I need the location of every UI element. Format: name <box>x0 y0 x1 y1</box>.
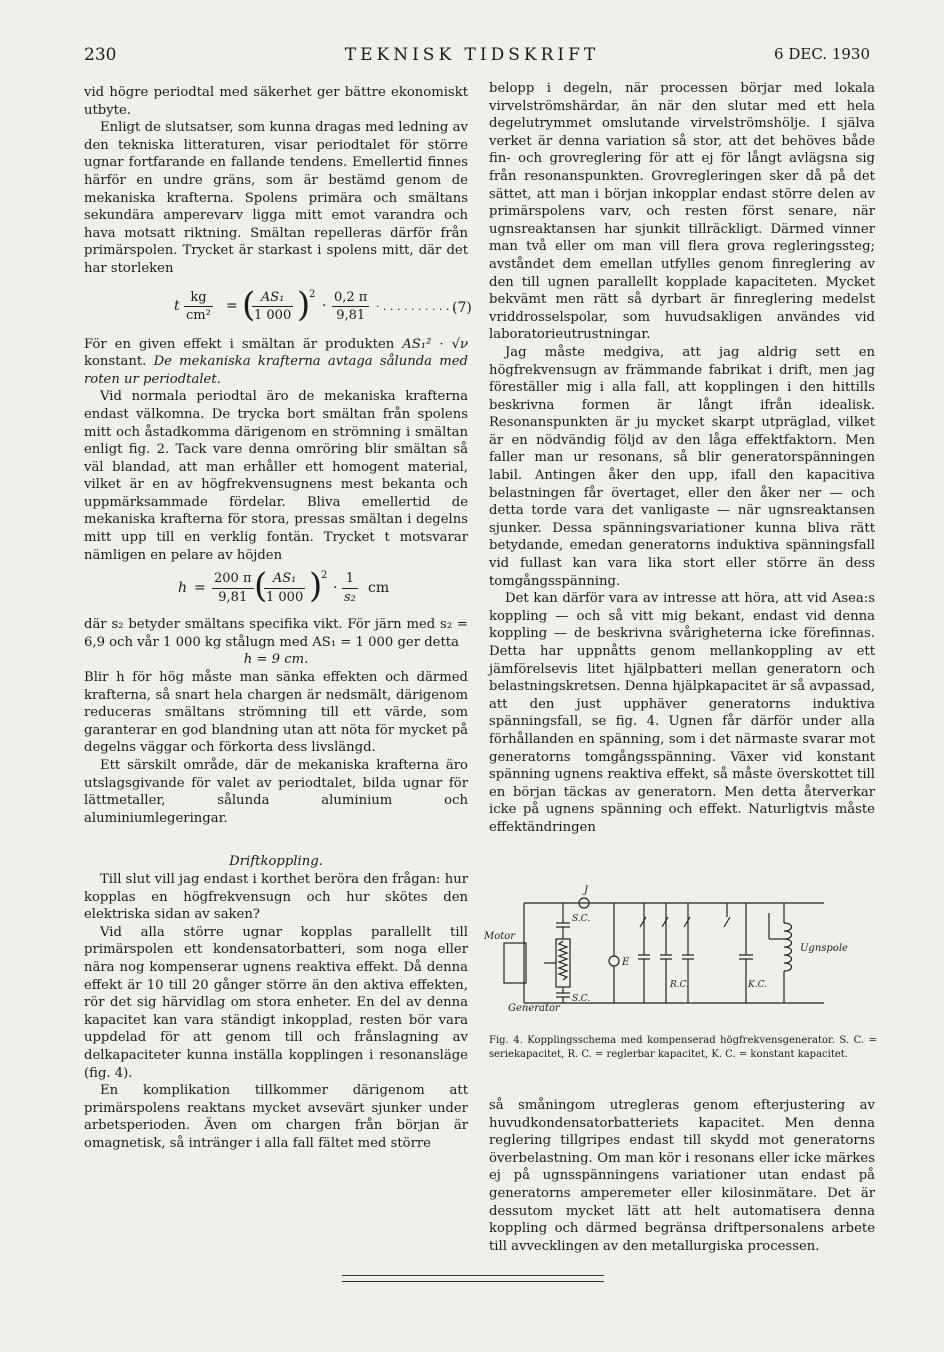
eq-equals: = <box>194 580 206 597</box>
eq-unit-fraction: $\frac{kg}{\text{cm²}}$ <box>186 289 211 324</box>
paragraph: så småningom utregleras genom efterjustering av huvudkondensatorbatteriets kapacitet. Men denna reglering tillgripes endast till skydd mot generatorns överbelastning. Om man kör i resonans eller icke märkes ej på ugnsspänningens variationer utan endast på generatorns amperemeter eller kilosinmätare. Det är dessutom mycket lätt att helt automatisera denna koppling och därmed begränsa driftpersonalens arbete till avvecklingen av den metallurgiska processen. <box>489 1098 875 1254</box>
eq-fraction: $\frac{0,2 \pi}{9,81}$ <box>334 289 368 324</box>
paragraph: belopp i degeln, när processen börjar med lokala virvelströmshärdar, än när den slutar med ett hela degelutrymmet omslutande virvelströmshölje. I själva verket är denna variation så stor, att det behöves både fin- och grovreglering för att ej för långt avlägsna sig från resonanspunkten. Grovregleringen sker då på det sättet, att man i början inkopplar endast större delen av primärspolens varv, och resten först senare, när ugnsreaktansen har sjunkit tillräckligt. Därmed vinner man två eller om man vill flera grova regleringssteg; avståndet dem emellan utfylles genom finreglering av den till ugnen parallellt kopplade kapaciteten. Mycket bekvämt men rätt så dyrbart är finreglering medelst vriddrosselspolar, som huvudsakligen användes vid laboratorieutrustningar. <box>489 81 875 343</box>
equation-h <box>84 564 468 616</box>
eq-paren-right: ) <box>309 566 323 607</box>
label-generator: Generator <box>508 1003 560 1014</box>
label-motor: Motor <box>484 931 516 942</box>
eq-paren-left: ( <box>254 566 268 607</box>
label-e: E <box>622 957 630 968</box>
journal-title: TEKNISK TIDSKRIFT <box>344 45 600 65</box>
eq-exponent: 2 <box>309 288 316 300</box>
paragraph: Vid normala periodtal äro de mekaniska krafterna endast välkomna. De trycka bort smältan från spolens mitt och åstadkomma därigenom en strömning i smältan enligt fig. 2. Tack vare denna omröring blir smältan så väl blandad, att man erhåller ett homogent material, vilket är en av högfrekvensugnens mest bekanta och uppmärksammade fördelar. Bliva emellertid de mekaniska krafterna för stora, pressas smältan i degelns mitt upp till en verklig fontän. Trycket t motsvarar nämligen en pelare av höjden <box>84 389 468 563</box>
label-sc-top: S.C. <box>572 914 591 924</box>
label-kc: K.C. <box>748 980 768 990</box>
label-j: J <box>584 885 589 896</box>
right-column <box>489 80 875 837</box>
paragraph: Ett särskilt område, där de mekaniska krafterna äro utslagsgivande för valet av periodtalet, bilda ugnar för lättmetaller, sålunda aluminium och aluminiumlegeringar. <box>84 758 468 826</box>
paragraph: För en given effekt i smältan är produkten AS₁² · √ν konstant. De mekaniska krafterna avtaga sålunda med roten ur periodtalet. <box>84 336 468 387</box>
circuit-diagram-figure-4 <box>484 883 878 1023</box>
generator-coil <box>559 941 567 980</box>
eq-fraction: $\frac{200 \pi}{9,81}$ <box>214 571 252 605</box>
eq-leader-dots: · . . . . . . . . . . . <box>376 299 457 313</box>
label-rc: R.C. <box>670 980 690 990</box>
switch <box>724 917 730 927</box>
switch <box>662 917 668 927</box>
eq-symbol-h: h <box>178 580 188 597</box>
paragraph: vid högre periodtal med säkerhet ger bättre ekonomiskt utbyte. <box>84 85 468 118</box>
eq-paren-left: ( <box>242 284 256 325</box>
eq-label: (7) <box>452 299 472 316</box>
eq-unit: cm <box>368 580 390 597</box>
eq-dot: · <box>322 297 327 314</box>
eq-fraction: $\frac{\text{AS₁}}{1 000}$ <box>254 289 292 324</box>
eq-fraction: $\frac{1}{\text{s₂}}$ <box>344 571 356 605</box>
right-column-lower <box>489 1097 875 1255</box>
meter-e <box>609 956 619 966</box>
eq-exponent: 2 <box>321 570 328 582</box>
paragraph: Blir h för hög måste man sänka effekten och därmed krafterna, så snart hela chargen är nedsmält, därigenom reduceras smältans strömning till ett värde, som garanterar en god blandning utan att nöta för mycket på degelns väggar och förkorta dess livslängd. <box>84 670 468 756</box>
label-ugnspole: Ugnspole <box>800 943 848 954</box>
paragraph: Enligt de slutsatser, som kunna dragas med ledning av den tekniska litteraturen, visar periodtalet för större ugnar fortfarande en fallande tendens. Emellertid finnes härför en undre gräns, som är bestämd genom de mekaniska krafterna. Spolens primära och smältans sekundära amperevarv ligga mitt emot varandra och hava motsatt riktning. Smältan repelleras därför från primärspolen. Trycket är starkast i spolens mitt, där det har storleken <box>84 120 468 276</box>
paragraph: En komplikation tillkommer därigenom att primärspolens reaktans mycket avsevärt sjunker under arbetsperioden. Även om chargen från början är omagnetisk, så intränger i alla fall fältet med större <box>84 1083 468 1151</box>
switch <box>640 917 646 927</box>
furnace-coil <box>784 923 792 971</box>
eq-fraction: $\frac{\text{AS₁}}{1 000}$ <box>266 571 304 605</box>
equation-h-result: h = 9 cm. <box>243 652 309 668</box>
paragraph: Jag måste medgiva, att jag aldrig sett en högfrekvensugn av främmande fabrikat i drift, men jag föreställer mig i alla fall, att kopplingen i den hittills beskrivna formen är långt ifrån idealisk. Resonanspunkten är ju mycket skarpt utpräglad, vilket är en nödvändig följd av den låga effektfaktorn. Men faller man ur resonans, så blir generatorspänningen labil. Antingen åker den upp, ifall den kapacitiva belastningen får övertaget, eller den åker ner — och detta torde vara det vanligaste — när ugnsreaktansen sjunker. Dessa spänningsvariationer kunna bliva rätt betydande, emedan generatorns induktiva spänningsfall vid fullast kan vara lika stort eller större än dess tomgångsspänning. <box>489 344 875 589</box>
eq-equals: = <box>226 297 238 314</box>
page-number: 230 <box>84 45 117 65</box>
label-sc-bottom: S.C. <box>572 994 591 1004</box>
eq-paren-right: ) <box>297 284 311 325</box>
switch <box>684 917 690 927</box>
issue-date: 6 DEC. 1930 <box>774 45 870 63</box>
bottom-rule <box>342 1275 604 1282</box>
paragraph: Till slut vill jag endast i korthet beröra den frågan: hur kopplas en högfrekvensugn och hur skötes den elektriska sidan av saken? <box>84 871 468 923</box>
figure-caption: Fig. 4. Kopplingsschema med kompenserad högfrekvensgenerator. S. C. = seriekapacitet, R. C. = reglerbar kapacitet, K. C. = konstant kapacitet. <box>489 1035 877 1060</box>
left-column <box>84 84 472 1152</box>
paragraph: Det kan därför vara av intresse att höra, att vid Asea:s koppling — och så vitt mig bekant, endast vid denna koppling — de beskrivna svårigheterna icke förefinnas. Detta har uppnåtts genom mellankoppling av ett jämförelsevis litet hjälpbatteri mellan generatorn och belastningskretsen. Denna hjälpkapacitet är så avpassad, att den just upphäver generatorns induktiva spänningsfall, se fig. 4. Ugnen får därför under alla förhållanden en spänning, som i det närmaste svarar mot generatorns tomgångsspänning. Växer vid konstant spänning ugnens reaktiva effekt, så måste överskottet till en början täckas av generatorn. Men detta återverkar icke på ugnens spänning och effekt. Naturligtvis måste effektändringen <box>489 591 875 835</box>
paragraph: Vid alla större ugnar kopplas parallellt till primärspolen ett kondensatorbatteri, som noga eller nära nog kompenserar ugnens reaktiva effekt. Då denna effekt är 10 till 20 gånger större än den aktiva effekten, rör det sig härvidlag om stora enheter. En del av denna kapacitet kan vara ständigt inkopplad, resten bör vara uppdelad för att genom till och frånslagning av delkapaciteter kunna inställa kopplingen i resonansläge (fig. 4). <box>84 924 468 1081</box>
eq-symbol-t: t <box>174 297 180 314</box>
paragraph: där s₂ betyder smältans specifika vikt. För järn med s₂ = 6,9 och vår 1 000 kg stålugn med AS₁ = 1 000 ger detta <box>84 617 468 650</box>
section-title: Driftkoppling. <box>229 854 323 870</box>
equation-7 <box>84 278 472 336</box>
motor-box <box>504 943 526 983</box>
eq-dot: · <box>333 580 338 597</box>
